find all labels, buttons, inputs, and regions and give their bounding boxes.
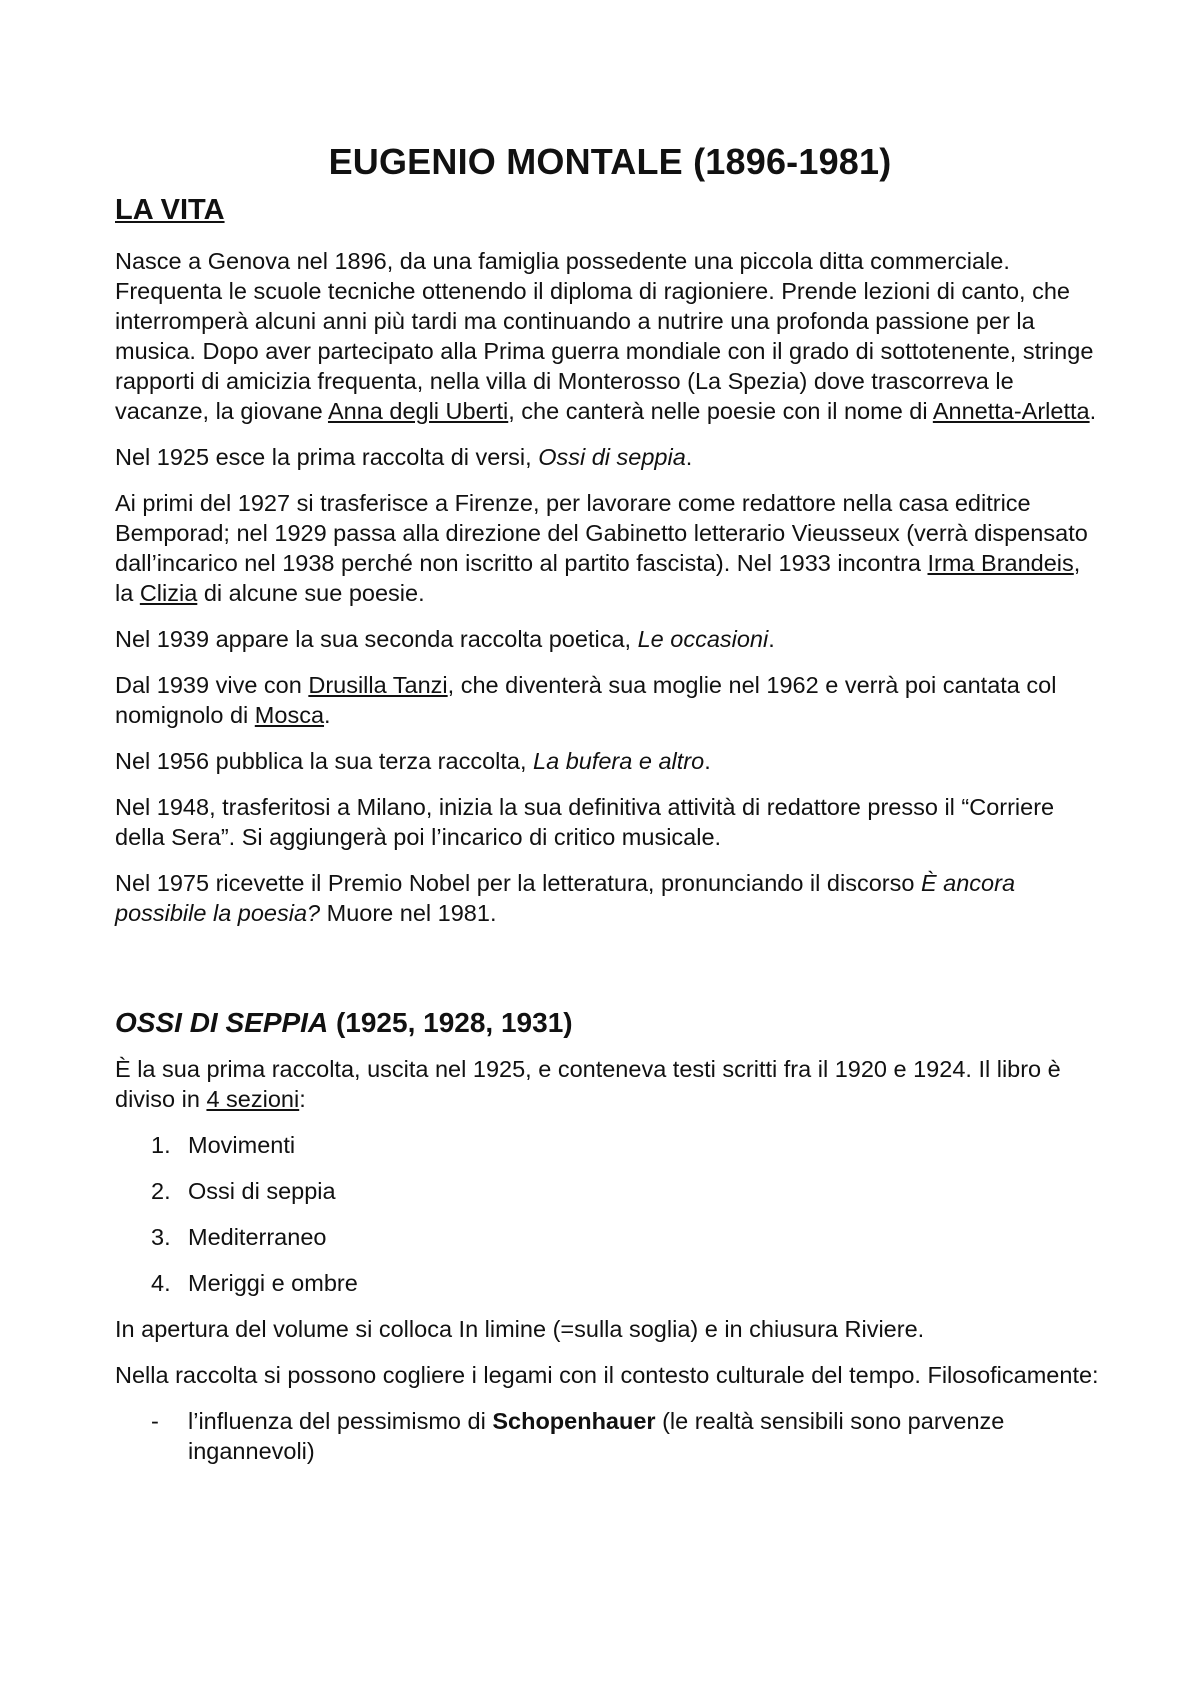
list-item: 4. Meriggi e ombre — [151, 1269, 358, 1296]
text-span: di alcune sue poesie. — [197, 579, 425, 606]
list-item — [115, 1406, 1105, 1466]
underlined-text: 4 sezioni — [206, 1085, 300, 1112]
text-span: . — [1089, 397, 1097, 424]
text-span: , la — [115, 549, 1081, 606]
italic-title: Ossi di seppia — [538, 443, 686, 470]
text-span: (le realtà sensibili sono parvenze ingannevoli) — [188, 1407, 1005, 1464]
text-span: . — [685, 443, 693, 470]
text-span: Nel 1925 esce la prima raccolta di versi, — [115, 443, 539, 470]
influences-list — [115, 1406, 1105, 1466]
paragraph-drusilla — [115, 670, 1105, 730]
paragraph-birth — [115, 246, 1105, 426]
text-span: : — [299, 1085, 306, 1112]
document-title: EUGENIO MONTALE (1896-1981) — [328, 141, 892, 182]
list-item-label: Ossi di seppia — [188, 1177, 336, 1204]
text-span: Dal 1939 vive con — [115, 671, 309, 698]
text-span: Nel 1956 pubblica la sua terza raccolta, — [115, 747, 534, 774]
paragraph-nobel — [115, 868, 1105, 928]
underlined-name: Annetta-Arletta — [932, 397, 1090, 424]
text-span: Nel 1975 ricevette il Premio Nobel per la letteratura, pronunciando il discorso — [115, 869, 921, 896]
document-page — [115, 140, 1105, 1466]
underlined-name: Irma Brandeis — [927, 549, 1074, 576]
text-span: Ai primi del 1927 si trasferisce a Firenze, per lavorare come redattore nella casa editrice Bemporad; nel 1929 passa alla direzione del Gabinetto letterario Vieusseux (verrà dispensato dall’incarico nel 1938 perché non iscritto al partito fascista). Nel 1933 incontra — [115, 489, 1088, 576]
text-span: . — [768, 625, 775, 652]
italic-heading-title: OSSI DI SEPPIA — [115, 1006, 329, 1038]
bold-name: Schopenhauer — [492, 1407, 656, 1434]
underlined-name: Clizia — [139, 579, 198, 606]
paragraph-ossi-intro — [115, 1054, 1105, 1114]
section-heading-ossi-di-seppia — [115, 1006, 1105, 1040]
list-item: 3. Mediterraneo — [151, 1223, 327, 1250]
dash-bullet: - — [151, 1407, 159, 1434]
text-span: Nasce a Genova nel 1896, da una famiglia possedente una piccola ditta commerciale. Frequenta le scuole tecniche ottenendo il diploma di ragioniere. Prende lezioni di canto, che interromperà alcuni anni più tardi ma continuando a nutrire una profonda passione per la musica. Dopo aver partecipato alla Prima guerra mondiale con il grado di sottotenente, stringe rapporti di amicizia frequenta, nella villa di Monterosso (La Spezia) dove trascorreva le vacanze, la giovane — [115, 247, 1094, 424]
heading-years: (1925, 1928, 1931) — [328, 1006, 573, 1038]
paragraph-milano: Nel 1948, trasferitosi a Milano, inizia la sua definitiva attività di redattore presso il “Corriere della Sera”. Si aggiungerà poi l’incarico di critico musicale. — [115, 793, 1055, 850]
paragraph-1939-occasioni — [115, 624, 1105, 654]
text-span: , che canterà nelle poesie con il nome di — [508, 397, 933, 424]
list-item-label: Mediterraneo — [188, 1223, 327, 1250]
paragraph-1956-bufera — [115, 746, 1105, 776]
text-span: , che diventerà sua moglie nel 1962 e verrà poi cantata col nomignolo di — [115, 671, 1057, 728]
paragraph-firenze — [115, 488, 1105, 608]
list-item: 1. Movimenti — [151, 1131, 296, 1158]
paragraph-1925 — [115, 442, 1105, 472]
underlined-name: Drusilla Tanzi — [308, 671, 448, 698]
underlined-name: Mosca — [254, 701, 325, 728]
section-heading-la-vita: LA VITA — [115, 194, 225, 227]
list-item-label: Movimenti — [188, 1131, 296, 1158]
underlined-name: Anna degli Uberti — [327, 397, 509, 424]
italic-title: La bufera e altro — [533, 747, 705, 774]
text-span: . — [704, 747, 711, 774]
paragraph-legami: Nella raccolta si possono cogliere i legami con il contesto culturale del tempo. Filosoficamente: — [115, 1361, 1099, 1388]
text-span: . — [324, 701, 331, 728]
text-span: Muore nel 1981. — [320, 899, 497, 926]
paragraph-apertura: In apertura del volume si colloca In limine (=sulla soglia) e in chiusura Riviere. — [115, 1315, 925, 1342]
text-span: l’influenza del pessimismo di — [188, 1407, 493, 1434]
sections-list — [115, 1130, 1105, 1298]
list-item-label: Meriggi e ombre — [188, 1269, 358, 1296]
list-item: 2. Ossi di seppia — [151, 1177, 336, 1204]
text-span: È la sua prima raccolta, uscita nel 1925, e conteneva testi scritti fra il 1920 e 1924. Il libro è diviso in — [115, 1055, 1061, 1112]
text-span: Nel 1939 appare la sua seconda raccolta poetica, — [115, 625, 638, 652]
italic-title: Le occasioni — [637, 625, 769, 652]
italic-title: È ancora possibile la poesia? — [115, 869, 1016, 926]
